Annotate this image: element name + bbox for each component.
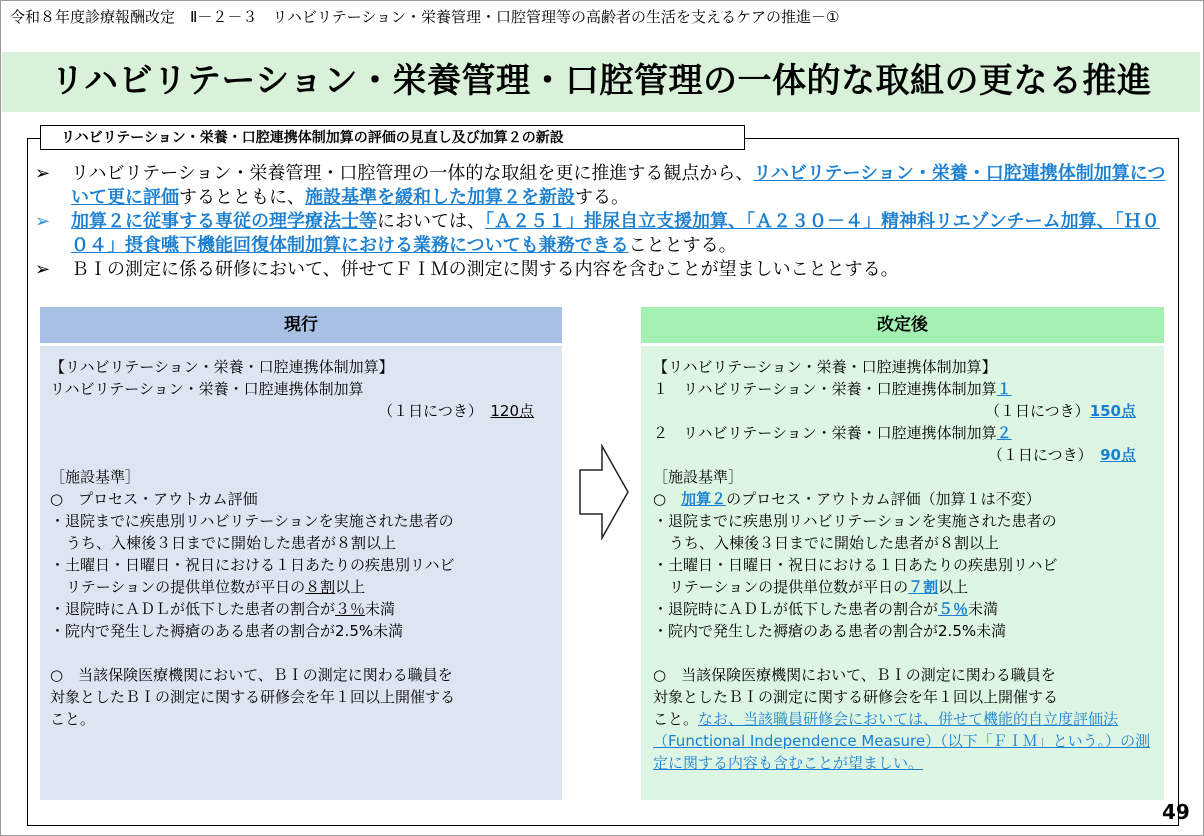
points-value: 150点 bbox=[1089, 402, 1136, 420]
revision-header: 令和８年度診療報酬改定 Ⅱ－２－３ リハビリテーション・栄養管理・口腔管理等の高齢者の生活を支えるケアの推進－① bbox=[10, 8, 840, 26]
section-tab: リハビリテーション・栄養・口腔連携体制加算の評価の見直し及び加算２の新設 bbox=[40, 125, 745, 150]
page-title: リハビリテーション・栄養管理・口腔管理の一体的な取組の更なる推進 bbox=[2, 52, 1200, 112]
page-number: 49 bbox=[1162, 800, 1190, 824]
revised-heading: 改定後 bbox=[641, 307, 1164, 343]
bullet-arrow-icon: ➢ bbox=[35, 259, 51, 280]
right-arrow-icon bbox=[578, 444, 630, 540]
highlight-text: 「Ａ２５１」排尿自立支援加算、「Ａ２３０－４」精神科リエゾンチーム加算、「Ｈ００４」摂食嚥下機能回復体制加算における業務についても兼務できる bbox=[71, 211, 1160, 256]
bullet-arrow-icon: ➢ bbox=[35, 163, 51, 184]
highlight-text: リハビリテーション・栄養・口腔連携体制加算について更に評価 bbox=[71, 163, 1166, 208]
summary-bullets bbox=[35, 162, 1175, 282]
highlight-text: なお、当該職員研修会においては、併せて機能的自立度評価法（Functional Independence Measure）（以下「ＦＩＭ」という。）の測定に関する内容も含むことが望ましい。 bbox=[653, 710, 1151, 772]
highlight-text: 加算２に従事する専従の理学療法士等 bbox=[71, 211, 377, 232]
points-value: 120点 bbox=[490, 402, 534, 420]
highlight-text: 施設基準を緩和した加算２を新設 bbox=[305, 187, 575, 208]
revised-column: 【リハビリテーション・栄養・口腔連携体制加算】 １ リハビリテーション・栄養・口腔連携体制加算１ （１日につき）150点 ２ リハビリテーション・栄養・口腔連携体制加算２ （１日につき） 90点 ［施設基準］ ○ 加算２のプロセス・アウトカム評価（加算１は不変） ・退院までに疾患別リハビリテーションを実施された患者の うち、入棟後３日までに開始した患者が８割以上 ・土曜日・日曜日・祝日における１日あたりの疾患別リハビ リテーションの提供単位数が平日の７割以上 ・退院時にＡＤＬが低下した患者の割合が５％未満 ・院内で発生した褥瘡のある患者の割合が2.5%未満 ○ 当該保険医療機関において、ＢＩの測定に関わる職員を 対象としたＢＩの測定に関する研修会を年１回以上開催する こと。なお、当該職員研修会においては、併せて機能的自立度評価法（Functional Independence Measure）（以下「ＦＩＭ」という。）の測定に関する内容も含むことが望ましい。 bbox=[641, 346, 1164, 800]
current-column: 【リハビリテーション・栄養・口腔連携体制加算】 リハビリテーション・栄養・口腔連携体制加算 （１日につき） 120点 ［施設基準］ ○ プロセス・アウトカム評価 ・退院までに疾患別リハビリテーションを実施された患者の うち、入棟後３日までに開始した患者が８割以上 ・土曜日・日曜日・祝日における１日あたりの疾患別リハビ リテーションの提供単位数が平日の８割以上 ・退院時にＡＤＬが低下した患者の割合が３％未満 ・院内で発生した褥瘡のある患者の割合が2.5%未満 ○ 当該保険医療機関において、ＢＩの測定に関わる職員を 対象としたＢＩの測定に関する研修会を年１回以上開催する こと。 bbox=[40, 346, 562, 800]
bullet-item: ➢ 加算２に従事する専従の理学療法士等においては、「Ａ２５１」排尿自立支援加算、「Ａ２３０－４」精神科リエゾンチーム加算、「Ｈ００４」摂食嚥下機能回復体制加算における業務についても兼務できることとする。 bbox=[35, 211, 1160, 256]
current-heading: 現行 bbox=[40, 307, 562, 343]
points-value: 90点 bbox=[1100, 446, 1136, 464]
bullet-item: ➢ ＢＩの測定に係る研修において、併せてＦＩＭの測定に関する内容を含むことが望ましいこととする。 bbox=[35, 259, 899, 280]
bullet-item: ➢ リハビリテーション・栄養管理・口腔管理の一体的な取組を更に推進する観点から、リハビリテーション・栄養・口腔連携体制加算について更に評価するとともに、施設基準を緩和した加算２を新設する。 bbox=[35, 163, 1166, 208]
bullet-arrow-icon: ➢ bbox=[35, 211, 51, 232]
